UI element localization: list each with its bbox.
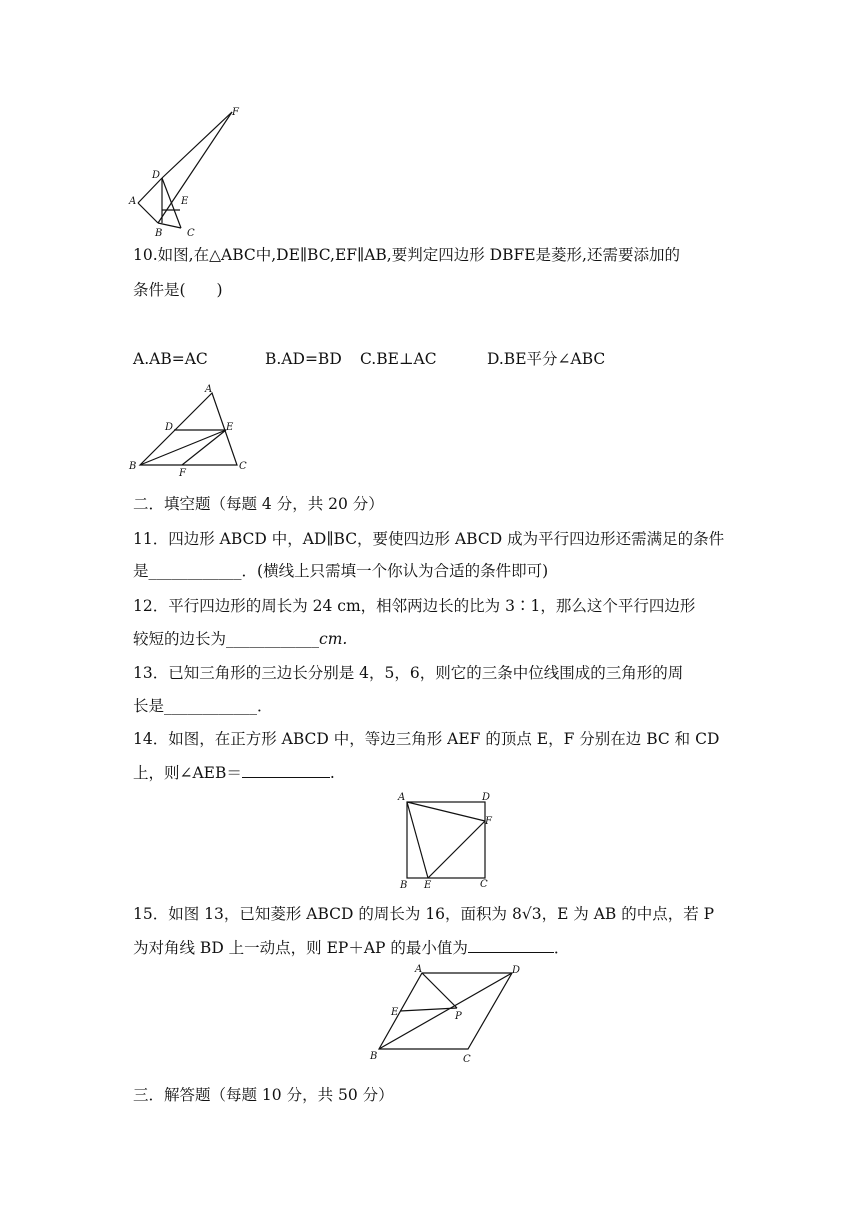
q11-blank: ____________ — [148, 562, 242, 580]
fig10-label-c: C — [239, 461, 247, 472]
q12-line1: 12．平行四边形的周长为 24 cm，相邻两边长的比为 3∶1，那么这个平行四边形 — [133, 597, 696, 615]
fig15-label-p: P — [455, 1011, 462, 1022]
fig14-label-b: B — [400, 880, 408, 891]
fig9-label-f: F — [232, 107, 239, 118]
q13-line1: 13．已知三角形的三边长分别是 4，5，6，则它的三条中位线围成的三角形的周 — [133, 664, 684, 682]
section2-heading: 二．填空题（每题 4 分，共 20 分） — [133, 495, 384, 513]
fig9-label-e: E — [181, 196, 189, 207]
q13-blank: ____________ — [164, 697, 258, 715]
q15-line2 — [133, 938, 569, 958]
fig15-label-b: B — [370, 1051, 378, 1062]
figure-q14 — [393, 790, 503, 890]
q15-prefix: 为对角线 BD 上一动点，则 EP＋AP 的最小值为 — [133, 939, 468, 957]
fig14-label-e: E — [424, 880, 432, 891]
fig15-label-c: C — [463, 1054, 471, 1065]
q11-suffix: ．(横线上只需填一个你认为合适的条件即可) — [241, 562, 549, 580]
q12-line2 — [133, 629, 347, 649]
q10-option-d: D.BE平分∠ABC — [487, 350, 606, 368]
fig10-label-b: B — [129, 461, 137, 472]
q11-prefix: 是 — [133, 562, 149, 580]
q11-line2 — [133, 561, 548, 581]
figure-q15 — [365, 963, 525, 1073]
fig10-label-e: E — [226, 422, 234, 433]
fig14-label-f: F — [485, 816, 492, 827]
q14-suffix: . — [329, 764, 335, 782]
fig10-label-d: D — [165, 422, 174, 433]
q15-line1: 15．如图 13，已知菱形 ABCD 的周长为 16，面积为 8√3，E 为 AB 的中点，若 P — [133, 905, 715, 923]
fig15-label-d: D — [512, 965, 521, 976]
fig9-label-a: A — [129, 196, 137, 207]
q11-line1: 11．四边形 ABCD 中，AD∥BC，要使四边形 ABCD 成为平行四边形还需满足的条件 — [133, 530, 725, 548]
q14-blank — [242, 763, 330, 778]
fig10-label-a: A — [205, 384, 213, 395]
q12-blank: ____________ — [226, 630, 320, 648]
q12-suffix: cm. — [319, 630, 348, 648]
fig14-label-c: C — [480, 879, 488, 890]
fig14-label-a: A — [398, 792, 406, 803]
fig9-label-d: D — [152, 170, 161, 181]
q10-option-a: A.AB=AC — [133, 350, 208, 368]
fig15-label-e: E — [391, 1007, 399, 1018]
q13-line2 — [133, 696, 273, 716]
q14-line2 — [133, 763, 335, 783]
q10-line2: 条件是( ) — [133, 281, 223, 299]
q15-blank — [468, 938, 554, 953]
fig9-label-b: B — [155, 228, 163, 239]
q15-suffix: ． — [553, 939, 570, 957]
fig14-label-d: D — [482, 792, 491, 803]
fig9-label-c: C — [187, 228, 195, 239]
q13-prefix: 长是 — [133, 697, 165, 715]
q13-suffix: ． — [257, 697, 273, 715]
figure-q10 — [125, 383, 265, 478]
q12-prefix: 较短的边长为 — [133, 630, 227, 648]
q10-option-b: B.AD=BD — [265, 350, 342, 368]
section3-heading: 三．解答题（每题 10 分，共 50 分） — [133, 1086, 394, 1104]
fig10-label-f: F — [179, 468, 186, 479]
fig15-label-a: A — [415, 964, 423, 975]
q10-line1: 10.如图,在△ABC中,DE∥BC,EF∥AB,要判定四边形 DBFE是菱形,还需要添加的 — [133, 246, 680, 264]
q14-line1: 14．如图，在正方形 ABCD 中，等边三角形 AEF 的顶点 E，F 分别在边 BC 和 CD — [133, 730, 720, 748]
figure-q9 — [125, 100, 245, 240]
q10-option-c: C.BE⊥AC — [360, 350, 437, 368]
q14-prefix: 上，则∠AEB＝ — [133, 764, 242, 782]
